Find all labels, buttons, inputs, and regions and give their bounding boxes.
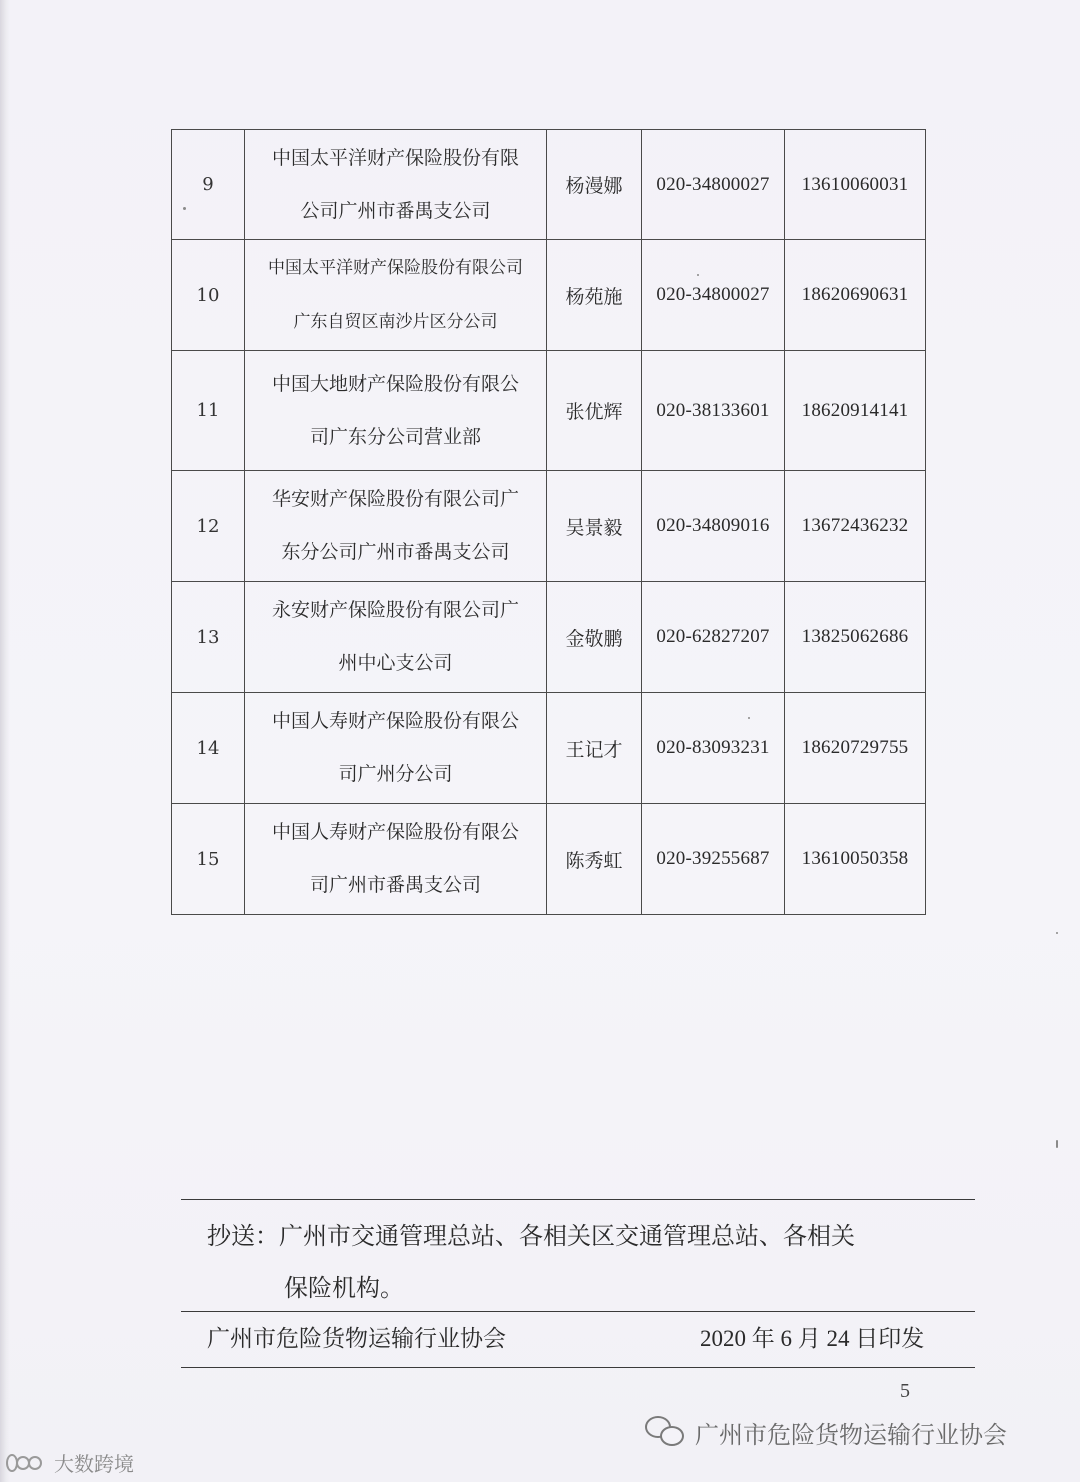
office-phone: 020-34809016 — [642, 471, 785, 582]
office-phone: 020-83093231 — [642, 693, 785, 804]
contact-name: 张优辉 — [547, 351, 642, 471]
company-name-line1: 永安财产保险股份有限公司广 — [271, 599, 519, 621]
company-name-line2: 州中心支公司 — [338, 652, 453, 674]
company-name-line1: 中国太平洋财产保险股份有限公司 — [268, 258, 523, 278]
company-name-line2: 东分公司广州市番禺支公司 — [281, 541, 510, 563]
row-number: 9 — [172, 130, 245, 240]
wechat-watermark-text: 广州市危险货物运输行业协会 — [695, 1420, 1007, 1449]
scan-speck — [748, 717, 750, 719]
company-name-line1: 中国人寿财产保险股份有限公 — [271, 710, 519, 732]
table-row — [172, 582, 926, 693]
company-name-line1: 华安财产保险股份有限公司广 — [271, 488, 519, 510]
mobile-phone: 13825062686 — [785, 582, 926, 693]
row-number: 14 — [172, 693, 245, 804]
table-row — [172, 351, 926, 471]
row-number: 12 — [172, 471, 245, 582]
company-name — [245, 130, 547, 240]
contact-name: 陈秀虹 — [547, 804, 642, 915]
issue-date: 2020 年 6 月 24 日印发 — [700, 1326, 925, 1351]
company-name-line2: 司广州市番禺支公司 — [309, 874, 481, 896]
company-name — [245, 582, 547, 693]
insurer-contacts-table — [171, 129, 926, 915]
company-name-line2: 公司广州市番禺支公司 — [300, 199, 491, 222]
company-name-line1: 中国太平洋财产保险股份有限 — [271, 146, 519, 169]
footer-rule-top — [181, 1199, 975, 1200]
company-name — [245, 471, 547, 582]
company-name-line2: 广东自贸区南沙片区分公司 — [293, 312, 498, 332]
brand-watermark-text: 大数跨境 — [54, 1452, 134, 1476]
company-name — [245, 693, 547, 804]
wechat-watermark — [645, 1414, 1007, 1450]
company-name-line2: 司广东分公司营业部 — [309, 425, 481, 448]
mobile-phone: 18620914141 — [785, 351, 926, 471]
company-name — [245, 240, 547, 351]
cc-recipients-line2: 保险机构。 — [284, 1274, 404, 1302]
table-body — [172, 130, 926, 915]
footer-rule-middle — [181, 1311, 975, 1312]
row-number: 10 — [172, 240, 245, 351]
mobile-phone: 18620729755 — [785, 693, 926, 804]
scan-speck — [1056, 1140, 1058, 1148]
company-name-line1: 中国大地财产保险股份有限公 — [271, 372, 519, 395]
company-name — [245, 351, 547, 471]
footer-rule-bottom — [181, 1367, 975, 1368]
contact-name: 金敬鹏 — [547, 582, 642, 693]
company-name — [245, 804, 547, 915]
table-row — [172, 130, 926, 240]
office-phone: 020-39255687 — [642, 804, 785, 915]
scan-speck — [183, 207, 186, 210]
mobile-phone: 18620690631 — [785, 240, 926, 351]
contact-name: 杨漫娜 — [547, 130, 642, 240]
mobile-phone: 13610050358 — [785, 804, 926, 915]
table-row — [172, 471, 926, 582]
wechat-icon — [645, 1414, 687, 1450]
office-phone: 020-62827207 — [642, 582, 785, 693]
company-name-line2: 司广州分公司 — [338, 763, 453, 785]
issuing-organization: 广州市危险货物运输行业协会 — [207, 1326, 506, 1352]
contact-name: 王记才 — [547, 693, 642, 804]
mobile-phone: 13672436232 — [785, 471, 926, 582]
company-name-line1: 中国人寿财产保险股份有限公 — [271, 821, 519, 843]
scan-speck — [1056, 932, 1058, 934]
table-row — [172, 240, 926, 351]
contact-name: 吴景毅 — [547, 471, 642, 582]
table-row — [172, 804, 926, 915]
scan-speck — [697, 274, 699, 276]
contact-name: 杨苑施 — [547, 240, 642, 351]
office-phone: 020-38133601 — [642, 351, 785, 471]
mobile-phone: 13610060031 — [785, 130, 926, 240]
row-number: 11 — [172, 351, 245, 471]
scan-edge-shadow — [0, 0, 10, 1482]
brand-watermark — [6, 1448, 134, 1477]
row-number: 15 — [172, 804, 245, 915]
office-phone: 020-34800027 — [642, 240, 785, 351]
office-phone: 020-34800027 — [642, 130, 785, 240]
row-number: 13 — [172, 582, 245, 693]
cc-recipients-line1: 抄送：广州市交通管理总站、各相关区交通管理总站、各相关 — [207, 1222, 855, 1250]
page-number-bottom: 5 — [900, 1380, 910, 1402]
brand-logo-icon — [6, 1450, 48, 1476]
table-row — [172, 693, 926, 804]
